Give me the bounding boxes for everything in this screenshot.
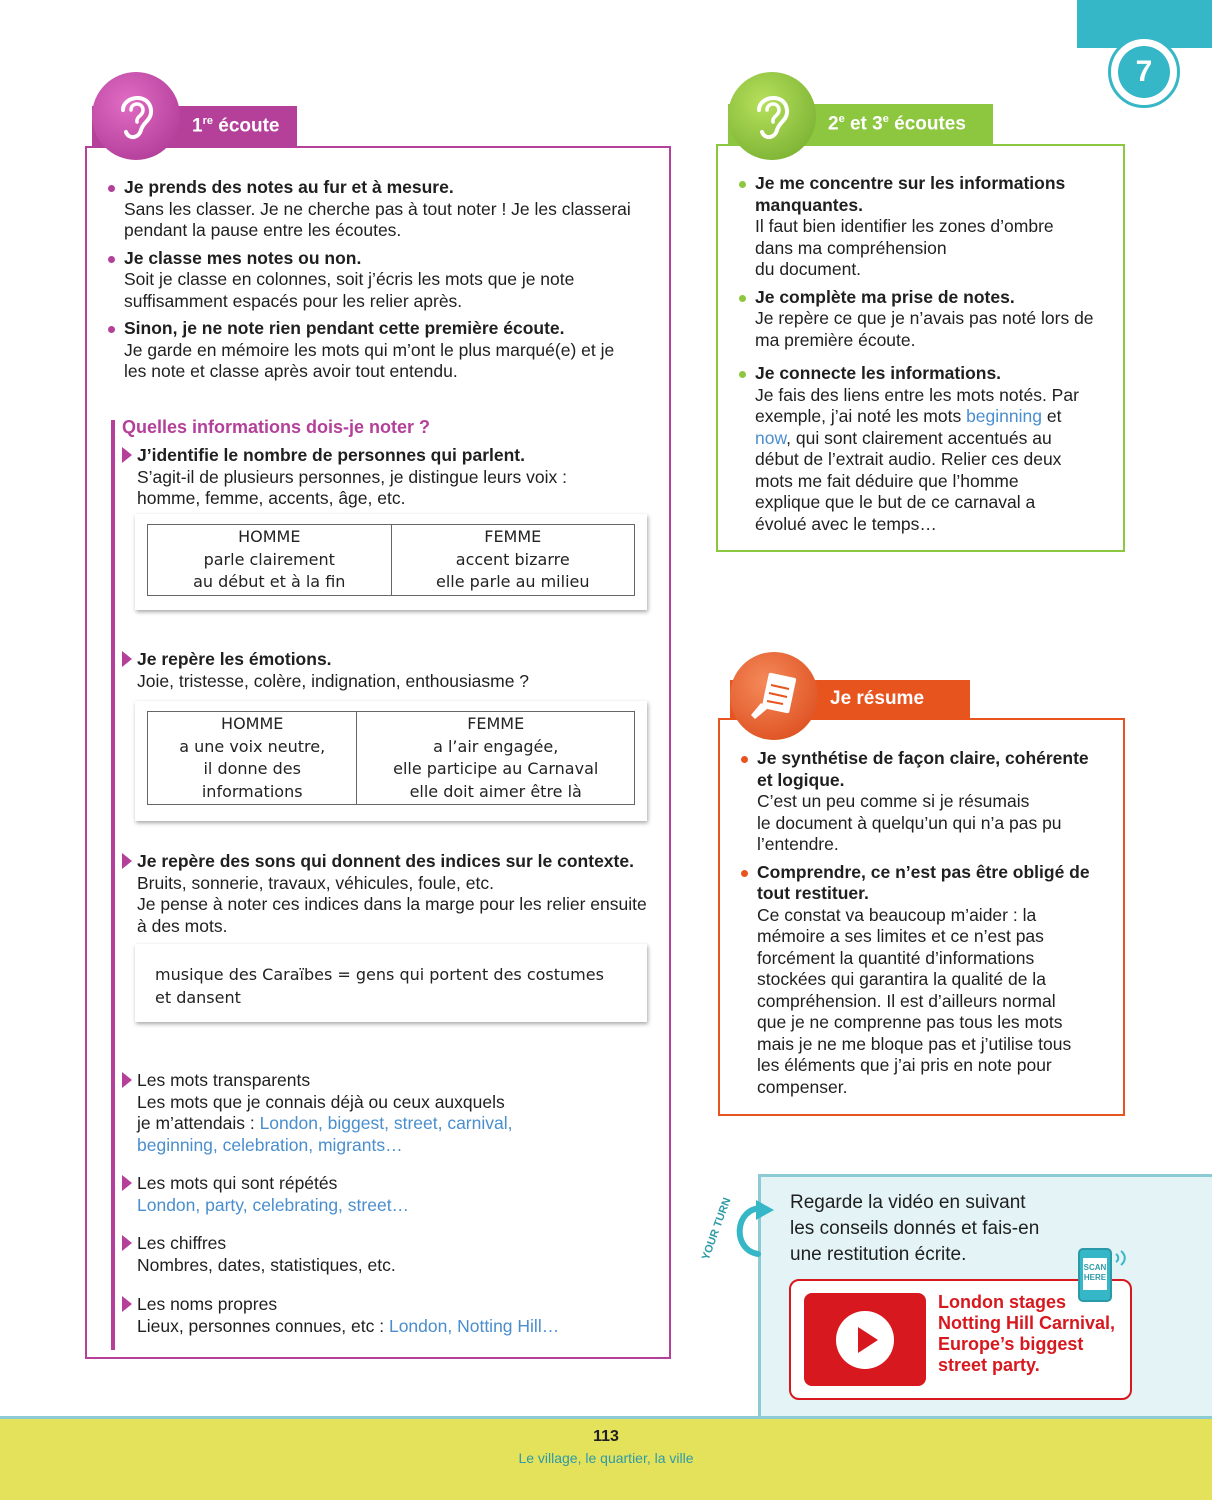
- triangle-icon: [122, 1296, 132, 1312]
- scan-here-icon[interactable]: SCAN HERE: [1078, 1248, 1112, 1302]
- video-title: London stages Notting Hill Carnival, Europe’s biggest street party.: [938, 1292, 1116, 1375]
- triangle-icon: [122, 651, 132, 667]
- triangle-icon: [122, 1175, 132, 1191]
- page-number: 113: [593, 1428, 619, 1445]
- notepad-icon: [730, 652, 818, 740]
- step-item: Sinon, je ne note rien pendant cette première écoute. Je garde en mémoire les mots qui m’ont le plus marqué(e) et je les note et classe après avoir tout entendu.: [108, 318, 668, 383]
- tip-item: Les chiffres Nombres, dates, statistiques, etc.: [137, 1233, 396, 1275]
- step-item: Je prends des notes au fur et à mesure. Sans les classer. Je ne cherche pas à tout noter ! Je les classerai pendant la pause entre les écoutes.: [108, 177, 668, 242]
- summary-title: Je résume: [830, 688, 925, 709]
- handwritten-note: HOMME parle clairement au début et à la fin FEMME accent bizarre elle parle au milieu: [135, 514, 647, 610]
- handwritten-note: HOMME a une voix neutre, il donne des informations FEMME a l’air engagée, elle participe au Carnaval elle doit aimer être là: [135, 701, 647, 821]
- step-item: Comprendre, ce n’est pas être obligé de tout restituer. Ce constat va beaucoup m’aider : la mémoire a ses limites et ce n’est pas forcément la quantité d’informations stockées qui garantira la qualité de la compréhension. Il est d’ailleurs normal que je ne comprenne pas tous les mots mais je ne me bloque pas et j’utilise tous les éléments que j’ai pris en note pour compenser.: [741, 862, 1121, 1099]
- tip-item: J’identifie le nombre de personnes qui parlent. S’agit-il de plusieurs personnes, je distingue leurs voix : homme, femme, accents, âge, etc.: [137, 445, 567, 508]
- play-button[interactable]: [804, 1293, 926, 1386]
- curved-arrow-icon: [722, 1200, 782, 1262]
- tip-item: Je repère des sons qui donnent des indices sur le contexte. Bruits, sonnerie, travaux, véhicules, foule, etc. Je pense à noter ces indices dans la marge pour les relier ensuite à des mots.: [137, 851, 647, 936]
- triangle-icon: [122, 853, 132, 869]
- triangle-icon: [122, 447, 132, 463]
- your-turn-text: Regarde la vidéo en suivant les conseils donnés et fais-en une restitution écrite.: [790, 1192, 1040, 1265]
- first-listen-title: 1re écoute: [192, 114, 280, 137]
- tip-item: Les mots qui sont répétés London, party, celebrating, street…: [137, 1173, 410, 1215]
- signal-icon: [1113, 1248, 1129, 1268]
- step-item: Je connecte les informations. Je fais des liens entre les mots notés. Par exemple, j’ai noté les mots beginning et now, qui sont clairement accentués au début de l’extrait audio. Relier ces deux mots me fait déduire que l’homme explique que le but de ce carnaval a évolué avec le temps…: [739, 363, 1119, 535]
- question-heading: Quelles informations dois-je noter ?: [122, 417, 431, 437]
- chapter-number: 7: [1118, 46, 1170, 98]
- tip-item: Les mots transparents Les mots que je connais déjà ou ceux auxquels je m’attendais : London, biggest, street, carnival, beginning, celebration, migrants…: [137, 1070, 513, 1155]
- step-item: Je classe mes notes ou non. Soit je classe en colonnes, soit j’écris les mots que je note suffisamment espacés pour les relier après.: [108, 248, 668, 313]
- triangle-icon: [122, 1235, 132, 1251]
- your-turn-label: YOUR TURN: [699, 1196, 734, 1262]
- chapter-badge: [1108, 36, 1180, 108]
- summary-steps: [741, 748, 1121, 1098]
- second-listen-title: 2e et 3e écoutes: [828, 112, 966, 135]
- step-item: Je complète ma prise de notes. Je repère ce que je n’avais pas noté lors de ma première écoute.: [739, 287, 1119, 352]
- accent-rule: [111, 420, 115, 1350]
- play-icon: [836, 1311, 894, 1369]
- chapter-subtitle: Le village, le quartier, la ville: [518, 1450, 694, 1466]
- ear-icon: [728, 72, 816, 160]
- tip-item: Je repère les émotions. Joie, tristesse, colère, indignation, enthousiasme ?: [137, 649, 530, 691]
- ear-icon: [92, 72, 180, 160]
- step-item: Je me concentre sur les informations manquantes. Il faut bien identifier les zones d’ombre dans ma compréhension du document.: [739, 173, 1119, 281]
- triangle-icon: [122, 1072, 132, 1088]
- first-listen-steps: [108, 177, 668, 383]
- tip-item: Les noms propres Lieux, personnes connues, etc : London, Notting Hill…: [137, 1294, 560, 1336]
- second-listen-steps: [739, 173, 1119, 535]
- handwritten-note: musique des Caraïbes = gens qui portent des costumes et dansent: [135, 944, 647, 1022]
- step-item: Je synthétise de façon claire, cohérente et logique. C’est un peu comme si je résumais le document à quelqu’un qui n’a pas pu l’entendre.: [741, 748, 1121, 856]
